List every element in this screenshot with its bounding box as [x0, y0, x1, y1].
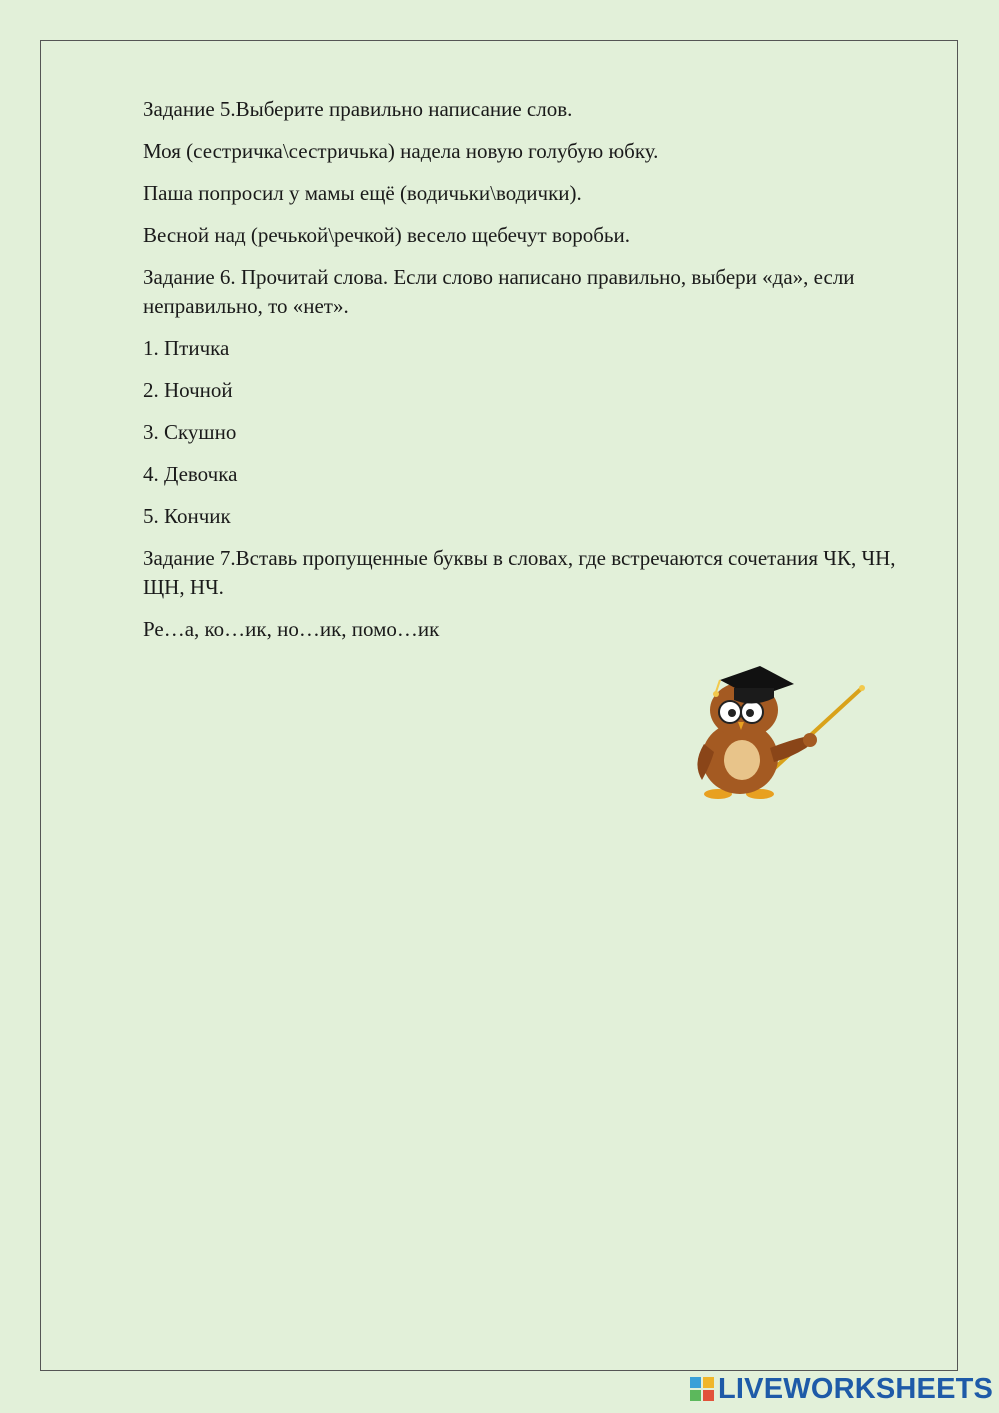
- task5-heading: Задание 5.Выберите правильно написание слов.: [143, 97, 573, 121]
- task6-item-2: 2. Ночной: [143, 378, 233, 402]
- owl-teacher-illustration: [690, 662, 870, 804]
- brand-name: LIVEWORKSHEETS: [718, 1372, 994, 1405]
- task7-words: Ре…а, ко…ик, но…ик, помо…ик: [143, 617, 440, 641]
- worksheet-content: [143, 95, 913, 657]
- task6-heading: Задание 6. Прочитай слова. Если слово написано правильно, выбери «да», если неправильно, то «нет».: [143, 265, 855, 318]
- task5-sentence-2: Паша попросил у мамы ещё (водичьки\водички).: [143, 181, 582, 205]
- task6-item-1: 1. Птичка: [143, 336, 230, 360]
- task6-item-5: 5. Кончик: [143, 504, 231, 528]
- liveworksheets-brand: [690, 1372, 993, 1406]
- task5-sentence-3: Весной над (речькой\речкой) весело щебечут воробьи.: [143, 223, 630, 247]
- task6-item-4: 4. Девочка: [143, 462, 238, 486]
- task7-heading: Задание 7.Вставь пропущенные буквы в словах, где встречаются сочетания ЧК, ЧН, ЩН, НЧ.: [143, 546, 896, 599]
- task5-sentence-1: Моя (сестричка\сестричька) надела новую голубую юбку.: [143, 139, 659, 163]
- task6-item-3: 3. Скушно: [143, 420, 237, 444]
- liveworksheets-logo-icon: [690, 1377, 714, 1401]
